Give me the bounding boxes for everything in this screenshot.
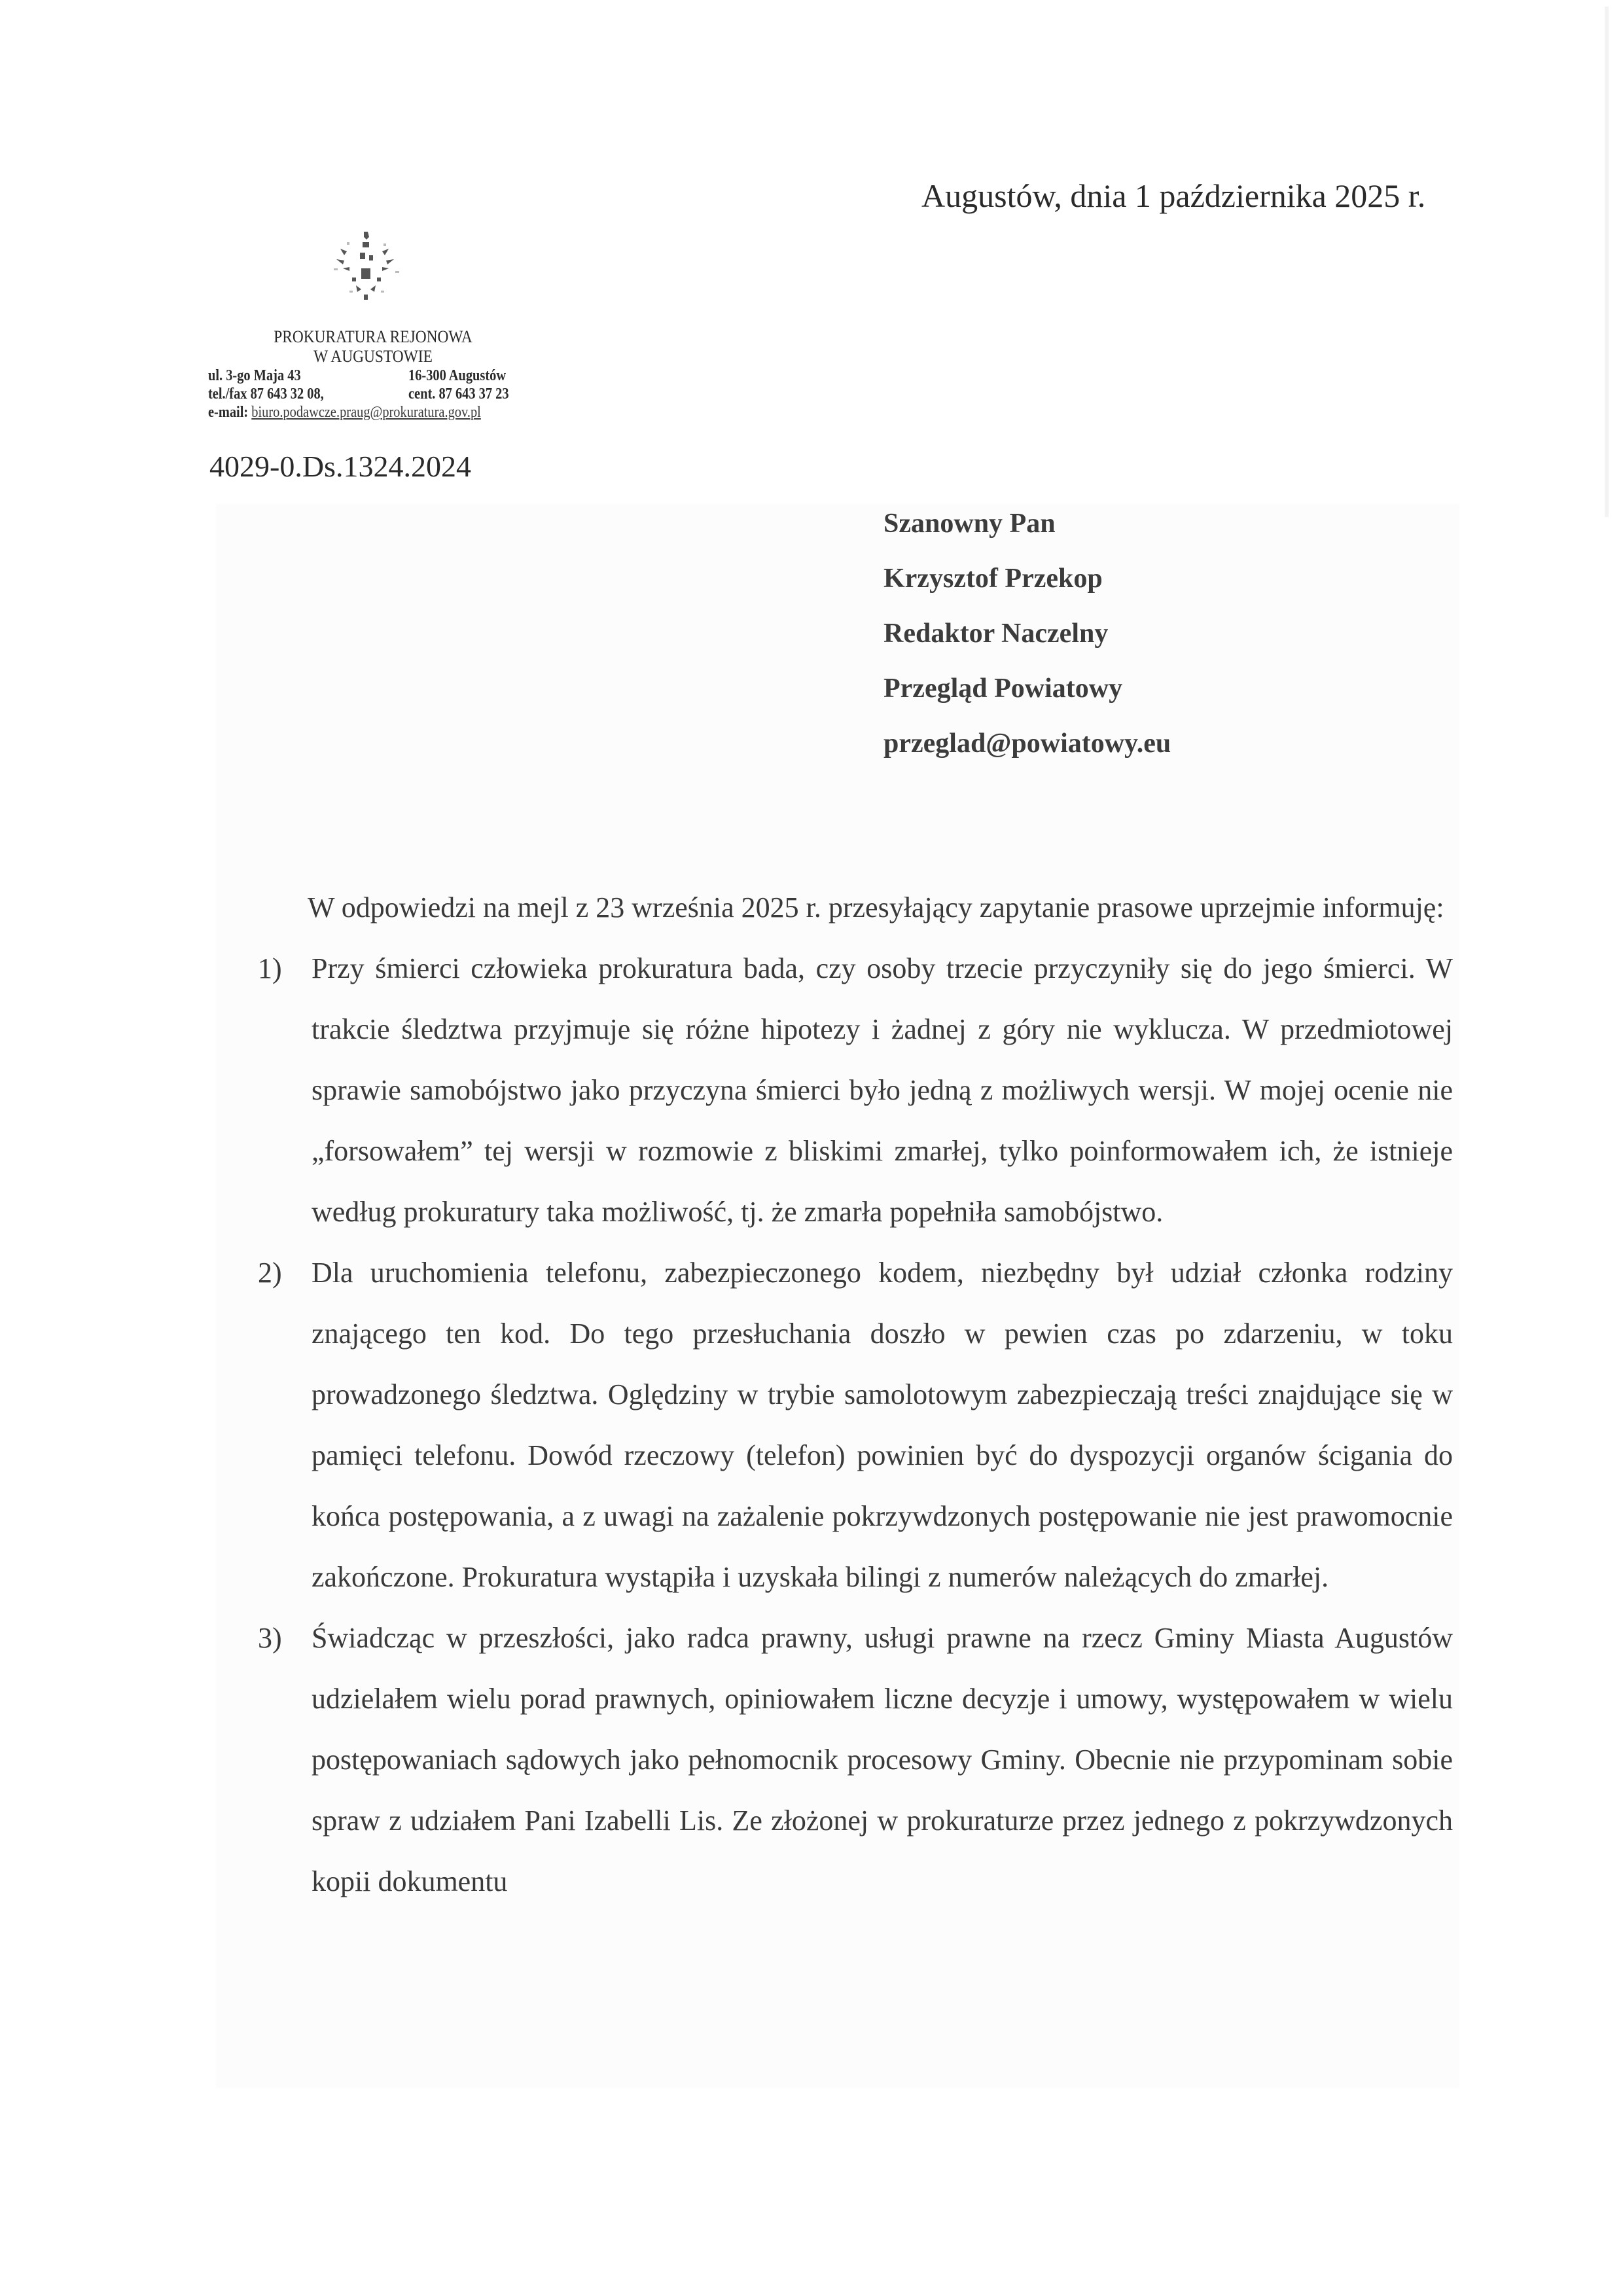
phone-fax: tel./fax 87 643 32 08, <box>208 386 324 403</box>
phone-row <box>208 385 553 403</box>
point-text: Dla uruchomienia telefonu, zabezpieczonego kodem, niezbędny był udział członka rodziny znającego ten kod. Do tego przesłuchania doszło w pewien czas po zdarzeniu, w toku prowadzonego śledztwa. Oględziny w trybie samolotowym zabezpieczają treści znajdujące się w pamięci telefonu. Dowód rzeczowy (telefon) powinien być do dyspozycji organów ścigania do końca postępowania, a z uwagi na zażalenie pokrzywdzonych postępowanie nie jest prawomocnie zakończone. Prokuratura wystąpiła i uzyskała bilingi z numerów należących do zmarłej. <box>312 1257 1453 1593</box>
recipient-salutation: Szanowny Pan <box>883 509 1056 539</box>
point-text: Przy śmierci człowieka prokuratura bada, czy osoby trzecie przyczyniły się do jego śmierci. W trakcie śledztwa przyjmuje się różne hipotezy i żadnej z góry nie wyklucza. W przedmiotowej sprawie samobójstwo jako przyczyna śmierci było jedną z możliwych wersji. W mojej ocenie nie „forsowałem” tej wersji w rozmowie z bliskimi zmarłej, tylko poinformowałem ich, że istnieje według prokuratury taka możliwość, tj. że zmarła popełniła samobójstwo. <box>312 952 1453 1228</box>
recipient-publication: Przegląd Powiatowy <box>883 673 1123 704</box>
central-phone: cent. 87 643 37 23 <box>408 386 509 403</box>
street-address: ul. 3-go Maja 43 <box>208 367 301 384</box>
office-name-line2: W AUGUSTOWIE <box>313 347 433 366</box>
sender-email-link[interactable]: biuro.podawcze.praug@prokuratura.gov.pl <box>251 404 481 421</box>
intro-paragraph: W odpowiedzi na mejl z 23 września 2025 r. przesyłający zapytanie prasowe uprzejmie informuję: <box>308 891 1444 924</box>
sender-letterhead <box>208 327 614 422</box>
recipient-title: Redaktor Naczelny <box>883 619 1109 649</box>
email-row <box>208 403 553 422</box>
letter-body <box>216 877 1453 1912</box>
recipient-block <box>883 496 1171 771</box>
recipient-email: przeglad@powiatowy.eu <box>883 728 1171 759</box>
scan-edge-artifact <box>1605 7 1609 517</box>
postal-address: 16-300 Augustów <box>408 367 507 384</box>
point-item <box>216 938 1453 1242</box>
point-number: 1) <box>258 952 282 984</box>
point-text: Świadcząc w przeszłości, jako radca prawny, usługi prawne na rzecz Gminy Miasta Augustów udzielałem wielu porad prawnych, opiniowałem liczne decyzje i umowy, występowałem w wielu postępowaniach sądowych jako pełnomocnik procesowy Gminy. Obecnie nie przypominam sobie spraw z udziałem Pani Izabelli Lis. Ze złożonej w prokuraturze przez jednego z pokrzywdzonych kopii dokumentu <box>312 1622 1453 1897</box>
office-name-line1: PROKURATURA REJONOWA <box>274 327 473 346</box>
polish-eagle-emblem-icon <box>321 223 412 314</box>
address-row <box>208 367 553 385</box>
date-line: Augustów, dnia 1 października 2025 r. <box>921 177 1426 214</box>
case-number: 4029-0.Ds.1324.2024 <box>209 450 471 483</box>
email-label: e-mail: <box>208 404 249 421</box>
recipient-name: Krzysztof Przekop <box>883 564 1103 594</box>
point-item <box>216 1242 1453 1607</box>
numbered-points <box>216 938 1453 1912</box>
point-number: 2) <box>258 1257 282 1289</box>
point-number: 3) <box>258 1622 282 1654</box>
point-item <box>216 1607 1453 1912</box>
